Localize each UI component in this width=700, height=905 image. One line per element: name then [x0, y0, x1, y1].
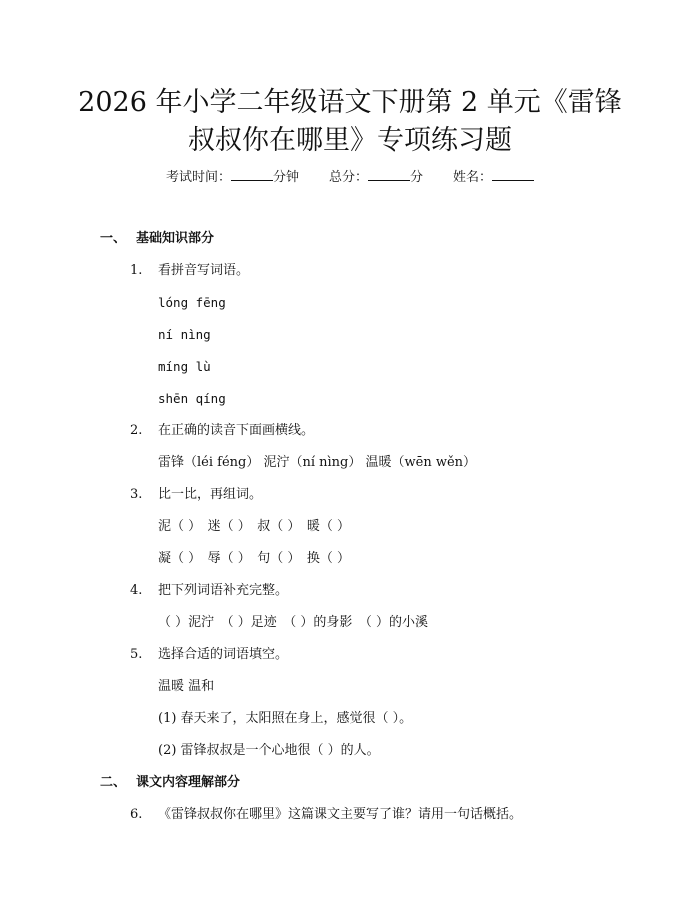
title-line-1: 2026 年小学二年级语文下册第 2 单元《雷锋 — [78, 87, 622, 118]
question-6-text: 《雷锋叔叔你在哪里》这篇课文主要写了谁？请用一句话概括。 — [158, 807, 523, 822]
page-title — [60, 84, 640, 160]
question-4-number: 4. — [130, 583, 143, 598]
title-line-2: 叔叔你在哪里》专项练习题 — [188, 125, 512, 156]
question-4-line: （ ）泥泞 （ ）足迹 （ ）的身影 （ ）的小溪 — [158, 615, 429, 630]
question-3-number: 3. — [130, 487, 143, 502]
exam-time-blank — [231, 168, 273, 181]
question-3-row-1: 泥（ ） 迷（ ） 叔（ ） 暖（ ） — [158, 519, 351, 534]
question-5-item-2: (2) 雷锋叔叔是一个心地很（ ）的人。 — [158, 743, 380, 758]
total-score-label: 总分： — [328, 170, 368, 185]
question-1-number: 1. — [130, 263, 143, 278]
exam-time-field — [166, 168, 299, 187]
section-2-number: 二、 — [100, 775, 127, 790]
student-name-blank — [492, 168, 534, 181]
student-name-field — [453, 168, 534, 187]
pinyin-item-1: lóng fēng — [158, 295, 226, 310]
pinyin-item-4: shēn qíng — [158, 391, 226, 406]
pinyin-item-2: ní nìng — [158, 327, 211, 342]
question-5-options: 温暖 温和 — [158, 679, 215, 694]
question-4-text: 把下列词语补充完整。 — [158, 583, 289, 598]
question-2-line: 雷锋（léi féng） 泥泞（ní nìng） 温暖（wēn wěn） — [158, 455, 477, 470]
pinyin-item-3: míng lù — [158, 359, 211, 374]
section-1-number: 一、 — [100, 231, 127, 246]
question-3-text: 比一比，再组词。 — [158, 487, 263, 502]
student-name-label: 姓名： — [453, 170, 493, 185]
exam-time-label: 考试时间： — [165, 170, 231, 185]
question-5-item-1: (1) 春天来了，太阳照在身上，感觉很（ ）。 — [158, 711, 413, 726]
total-score-unit: 分 — [410, 170, 424, 185]
total-score-blank — [368, 168, 410, 181]
question-5-number: 5. — [130, 647, 143, 662]
question-1-text: 看拼音写词语。 — [158, 263, 250, 278]
exam-time-unit: 分钟 — [272, 170, 299, 185]
section-1-title: 基础知识部分 — [136, 231, 215, 246]
question-6-number: 6. — [130, 807, 143, 822]
section-2-title: 课文内容理解部分 — [136, 775, 241, 790]
question-3-row-2: 凝（ ） 辱（ ） 句（ ） 换（ ） — [158, 551, 351, 566]
total-score-field — [329, 168, 423, 187]
exam-info-row — [0, 168, 700, 187]
question-2-text: 在正确的读音下面画横线。 — [158, 423, 315, 438]
question-2-number: 2. — [130, 423, 143, 438]
question-5-text: 选择合适的词语填空。 — [158, 647, 289, 662]
